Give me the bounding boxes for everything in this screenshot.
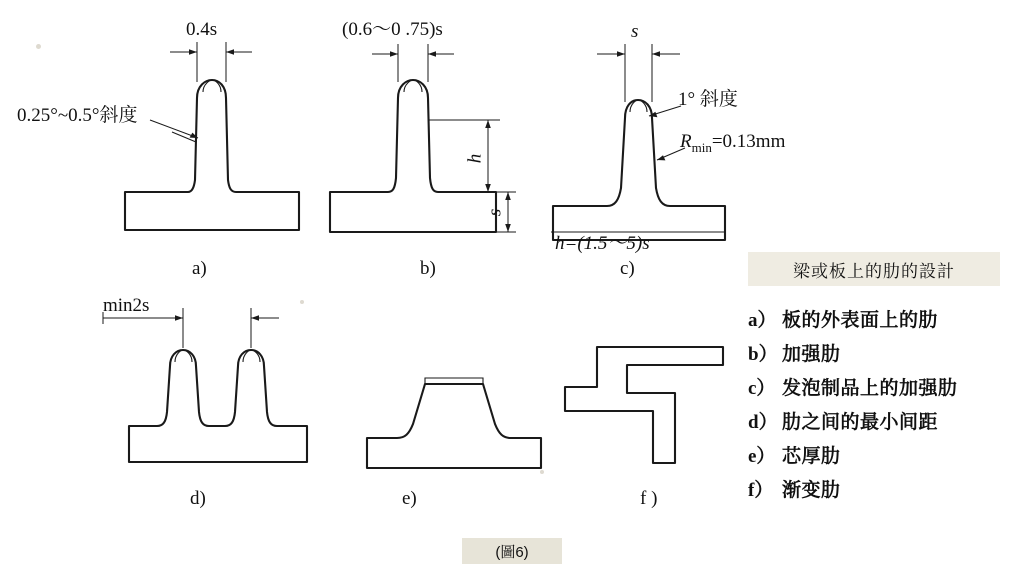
legend-text-a: 板的外表面上的肋 (782, 310, 939, 331)
panel-b (310, 20, 530, 270)
panel-b-caption: b) (420, 258, 436, 279)
panel-a-caption: a) (192, 258, 207, 279)
figure-title: 梁或板上的肋的設計 (748, 252, 1000, 286)
figure-number: (圖6) (462, 538, 562, 564)
fillet-radius-value: =0.13mm (711, 131, 786, 152)
legend-key-c: c） (748, 378, 776, 399)
legend-text-e: 芯厚肋 (782, 446, 841, 467)
panel-b-wall-thickness-label: s (484, 208, 506, 217)
legend-item-e (748, 441, 1018, 468)
panel-c-rib-thickness-label: s (631, 21, 639, 42)
panel-f (555, 335, 775, 495)
panel-c (535, 20, 835, 270)
panel-d-min-spacing-label: min2s (103, 295, 150, 316)
panel-d (75, 295, 335, 500)
legend-item-b (748, 339, 1018, 366)
panel-e (355, 350, 555, 500)
legend-item-d (748, 407, 1018, 434)
panel-b-height-label: h (464, 153, 486, 164)
legend-list (748, 305, 1018, 509)
panel-d-caption: d) (190, 488, 206, 509)
panel-c-height-formula-label: h=(1.5～5)s (555, 233, 650, 254)
panel-a-draft-angle-label: 0.25°~0.5°斜度 (17, 105, 138, 126)
panel-a-drawing (20, 20, 310, 270)
panel-a (17, 19, 310, 270)
legend-key-e: e） (748, 446, 776, 467)
legend-key-a: a） (748, 310, 777, 331)
legend-text-d: 肋之间的最小间距 (782, 412, 939, 433)
legend-text-c: 发泡制品上的加强肋 (782, 378, 958, 399)
panel-e-drawing (355, 350, 555, 500)
panel-a-rib-thickness-label: 0.4s (186, 19, 218, 40)
panel-d-drawing (75, 300, 335, 500)
panel-c-caption: c) (620, 258, 635, 279)
legend-item-c (748, 373, 1018, 400)
panel-b-rib-thickness-label: (0.6～0 .75)s (342, 19, 443, 40)
legend-item-a (748, 305, 1018, 332)
legend-key-d: d） (748, 412, 778, 433)
fillet-radius-symbol: R (680, 131, 692, 152)
legend-text-f: 渐变肋 (782, 480, 841, 501)
panel-f-drawing (555, 335, 775, 495)
panel-f-caption: f ) (640, 488, 658, 509)
panel-c-fillet-radius-label (680, 132, 785, 155)
legend-key-f: f） (748, 480, 774, 501)
fillet-radius-subscript: min (691, 139, 712, 155)
panel-b-drawing (310, 20, 530, 270)
legend-key-b: b） (748, 344, 778, 365)
legend-item-f (748, 475, 1018, 502)
panel-c-draft-angle-label: 1° 斜度 (678, 89, 738, 110)
panel-e-caption: e) (402, 488, 417, 509)
legend-text-b: 加强肋 (782, 344, 841, 365)
